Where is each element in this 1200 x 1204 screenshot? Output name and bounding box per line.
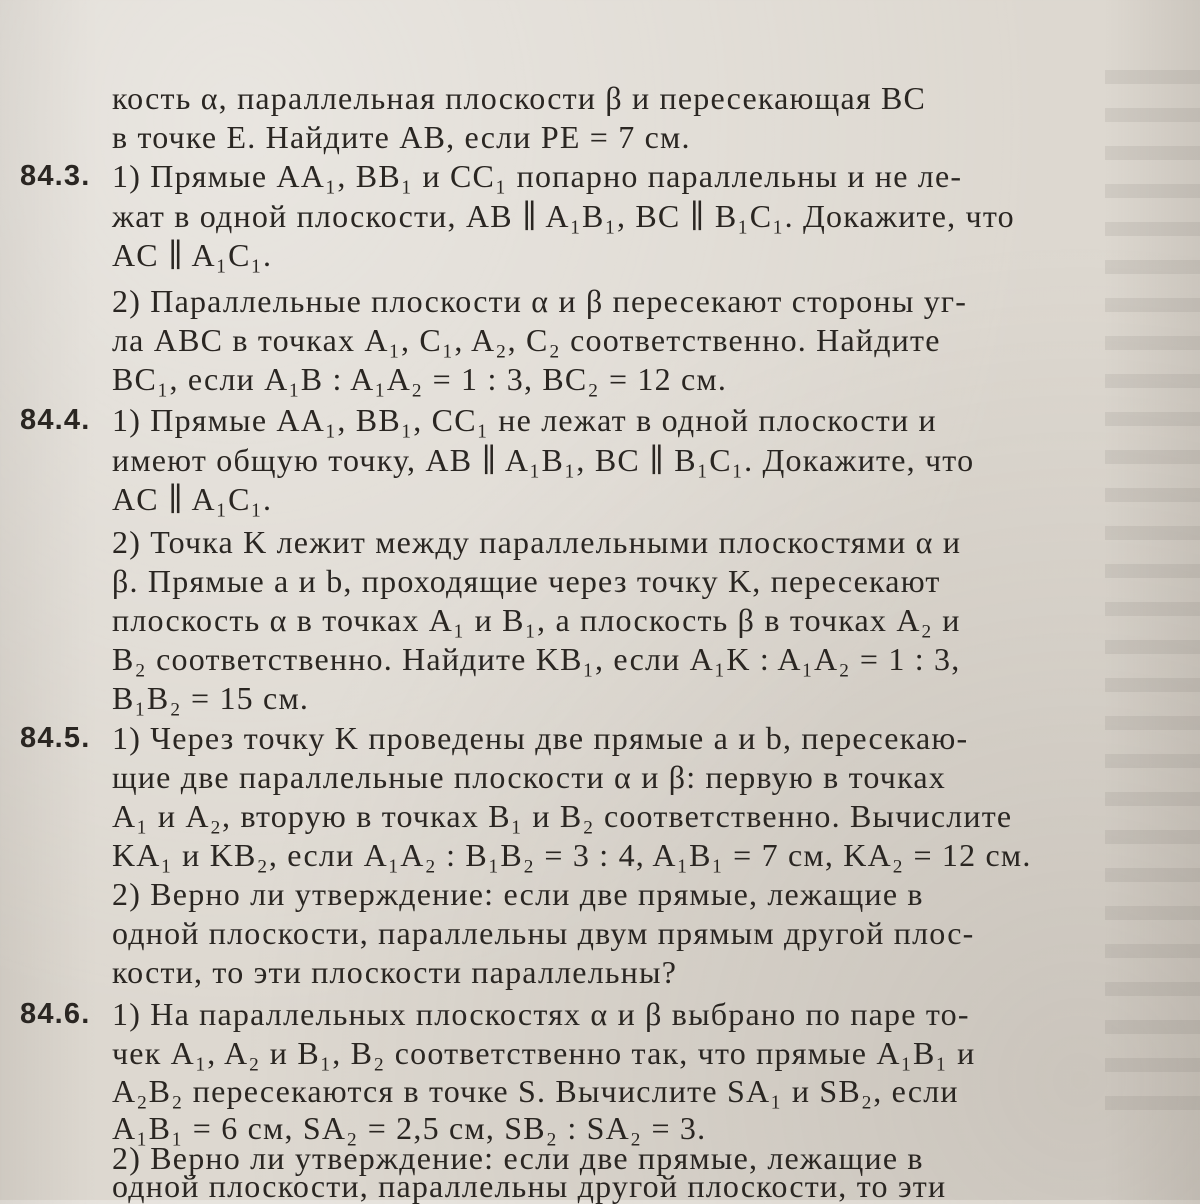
problem-number: 84.3.	[20, 160, 91, 192]
problem-number: 84.6.	[20, 998, 91, 1030]
problem-number: 84.5.	[20, 722, 91, 754]
problem-number: 84.4.	[20, 404, 91, 436]
show-through-text	[1105, 70, 1200, 1120]
textbook-page: кость α, параллельная плоскости β и пересекающая BC в точке E. Найдите AB, если PE = 7 см. 84.3. 1) Прямые AA₁, BB₁ и CC₁ попарно параллельны и не ле- жат в одной плоскости, AB ∥ A₁B₁, BC ∥ B₁C₁. Докажите, что AC ∥ A₁C₁. 2) Параллельные плоскости α и β пересекают стороны уг- ла ABC в точках A₁, C₁, A₂, C₂ соответственно. Найдите BC₁, если A₁B : A₁A₂ = 1 : 3, BC₂ = 12 см. 84.4. 1) Прямые AA₁, BB₁, CC₁ не лежат в одной плоскости и имеют общую точку, AB ∥ A₁B₁, BC ∥ B₁C₁. Докажите, что AC ∥ A₁C₁. 2) Точка K лежит между параллельными плоскостями α и β. Прямые a и b, проходящие через точку K, пересекают плоскость α в точках A₁ и B₁, а плоскость β в точках A₂ и B₂ соответственно. Найдите KB₁, если A₁K : A₁A₂ = 1 : 3, B₁B₂ = 15 см. 84.5. 1) Через точку K проведены две прямые a и b, пересекаю- щие две параллельные плоскости α и β: первую в точках A₁ и A₂, вторую в точках B₁ и B₂ соответственно. Вычислите KA₁ и KB₂, если A₁A₂ : B₁B₂ = 3 : 4, A₁B₁ = 7 см, KA₂ = 12 см. 2) Верно ли утверждение: если две прямые, лежащие в одной плоскости, параллельны двум прямым другой плос- кости, то эти плоскости параллельны? 84.6. 1) На параллельных плоскостях α и β выбрано по паре то- чек A₁, A₂ и B₁, B₂ соответственно так, что прямые A₁B₁ и A₂B₂ пересекаются в точке S. Вычислите SA₁ и SB₂, если A₁B₁ = 6 см, SA₂ = 2,5 см, SB₂ : SA₂ = 3. 2) Верно ли утверждение: если две прямые, лежащие в одной плоскости, параллельны другой плоскости, то эти	[0, 0, 1200, 1200]
